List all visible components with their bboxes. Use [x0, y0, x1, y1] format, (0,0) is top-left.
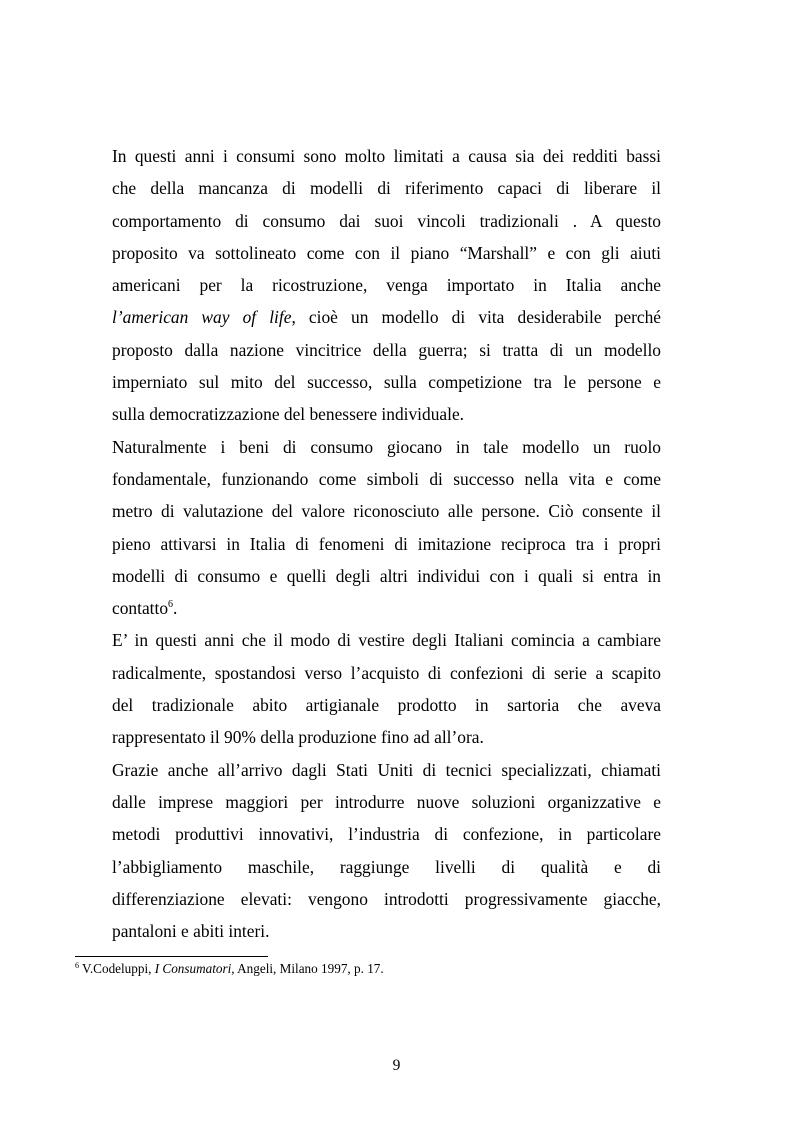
text-line: metodi produttivi innovativi, l’industria di confezione, in particolare: [112, 824, 661, 845]
text-line: imperniato sul mito del successo, sulla competizione tra le persone e: [112, 372, 661, 393]
text-line: Naturalmente i beni di consumo giocano in tale modello un ruolo: [112, 436, 661, 457]
paragraph-1: [112, 140, 661, 431]
text-line: differenziazione elevati: vengono introdotti progressivamente giacche,: [112, 888, 661, 909]
page-number: 9: [392, 1057, 401, 1074]
text-line: [112, 301, 661, 333]
text-line: proposito va sottolineato come con il piano “Marshall” e con gli aiuti: [112, 242, 661, 263]
text-line: In questi anni i consumi sono molto limitati a causa sia dei redditi bassi: [112, 146, 661, 166]
text-run: .: [173, 598, 178, 619]
text-run: , cioè un modello di vita desiderabile perché: [291, 307, 661, 328]
paragraph-2: [112, 431, 661, 625]
footnote-title: I Consumatori: [154, 961, 232, 976]
text-line: pantaloni e abiti interi.: [112, 921, 270, 942]
text-line: metro di valutazione del valore riconosciuto alle persone. Ciò consente il: [112, 501, 661, 522]
footnote-number: 6: [75, 961, 79, 970]
footnote: [75, 960, 384, 978]
text-line: sulla democratizzazione del benessere individuale.: [112, 404, 465, 425]
text-line: rappresentato il 90% della produzione fino ad all’ora.: [112, 727, 484, 748]
text-line: che della mancanza di modelli di riferimento capaci di liberare il: [112, 178, 661, 199]
paragraph-4: [112, 754, 661, 948]
text-line: proposto dalla nazione vincitrice della guerra; si tratta di un modello: [112, 339, 661, 360]
text-line: modelli di consumo e quelli degli altri individui con i quali si entra in: [112, 565, 661, 586]
text-line: dalle imprese maggiori per introdurre nuove soluzioni organizzative e: [112, 791, 661, 812]
text-line: fondamentale, funzionando come simboli di successo nella vita e come: [112, 468, 661, 489]
text-line: del tradizionale abito artigianale prodotto in sartoria che aveva: [112, 695, 661, 716]
text-line: comportamento di consumo dai suoi vincoli tradizionali . A questo: [112, 210, 661, 231]
text-line: americani per la ricostruzione, venga importato in Italia anche: [112, 275, 661, 296]
paragraph-3: [112, 624, 661, 753]
text-line: Grazie anche all’arrivo dagli Stati Uniti di tecnici specializzati, chiamati: [112, 759, 661, 780]
footnote-author: V.Codeluppi,: [79, 961, 155, 976]
italic-phrase: l’american way of life: [112, 307, 292, 328]
text-line: l’abbigliamento maschile, raggiunge livelli di qualità e di: [112, 856, 661, 877]
footnote-separator: [75, 956, 268, 957]
footnote-rest: , Angeli, Milano 1997, p. 17.: [231, 961, 384, 976]
text-run: contatto: [112, 598, 169, 619]
text-line: E’ in questi anni che il modo di vestire degli Italiani comincia a cambiare: [112, 630, 661, 651]
text-line: [112, 592, 661, 624]
text-line: radicalmente, spostandosi verso l’acquisto di confezioni di serie a scapito: [112, 662, 661, 683]
main-text: [112, 140, 661, 947]
text-line: pieno attivarsi in Italia di fenomeni di imitazione reciproca tra i propri: [112, 533, 661, 554]
footnote-ref[interactable]: 6: [168, 599, 174, 611]
